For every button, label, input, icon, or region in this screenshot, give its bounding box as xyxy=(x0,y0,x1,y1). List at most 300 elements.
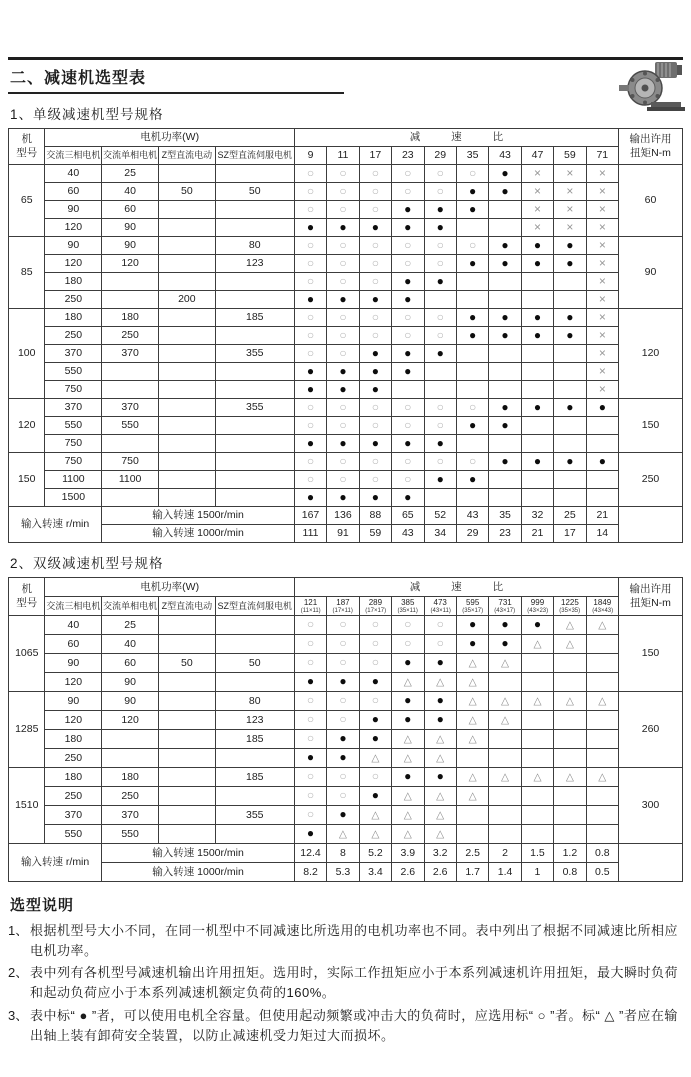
open-circle-mark: ○ xyxy=(327,183,359,201)
full-circle-mark: ● xyxy=(521,399,553,417)
table-row xyxy=(9,806,683,825)
open-circle-mark: ○ xyxy=(392,417,424,435)
speed-value-cell: 2.6 xyxy=(392,863,424,882)
triangle-mark: △ xyxy=(392,673,424,692)
open-circle-mark: ○ xyxy=(424,309,456,327)
power-column-header: Z型直流电动 xyxy=(158,147,215,165)
power-value-cell xyxy=(158,363,215,381)
table-row xyxy=(9,345,683,363)
open-circle-mark: ○ xyxy=(327,201,359,219)
speed-row-label: 输入转速 1000r/min xyxy=(102,525,295,543)
power-value-cell xyxy=(102,291,159,309)
empty-mark xyxy=(586,806,618,825)
triangle-mark: △ xyxy=(424,825,456,844)
empty-mark xyxy=(586,654,618,673)
open-circle-mark: ○ xyxy=(327,417,359,435)
power-value-cell xyxy=(215,219,294,237)
power-value-cell xyxy=(158,749,215,768)
table-row xyxy=(9,435,683,453)
empty-mark xyxy=(424,363,456,381)
power-value-cell: 185 xyxy=(215,730,294,749)
table-row xyxy=(9,616,683,635)
full-circle-mark: ● xyxy=(424,471,456,489)
full-circle-mark: ● xyxy=(424,768,456,787)
cross-mark: × xyxy=(554,165,586,183)
table-row xyxy=(9,489,683,507)
table-row xyxy=(9,730,683,749)
open-circle-mark: ○ xyxy=(359,183,391,201)
triangle-mark: △ xyxy=(456,787,488,806)
cross-mark: × xyxy=(586,345,618,363)
empty-mark xyxy=(521,381,553,399)
triangle-mark: △ xyxy=(489,692,521,711)
empty-mark xyxy=(456,345,488,363)
open-circle-mark: ○ xyxy=(327,635,359,654)
empty-mark xyxy=(586,435,618,453)
empty-mark xyxy=(424,381,456,399)
empty-mark xyxy=(521,806,553,825)
power-value-cell: 355 xyxy=(215,399,294,417)
power-column-header: Z型直流电动 xyxy=(158,597,215,616)
open-circle-mark: ○ xyxy=(392,327,424,345)
empty-mark xyxy=(521,673,553,692)
full-circle-mark: ● xyxy=(489,453,521,471)
full-circle-mark: ● xyxy=(456,201,488,219)
open-circle-mark: ○ xyxy=(359,471,391,489)
table-row xyxy=(9,273,683,291)
open-circle-mark: ○ xyxy=(294,806,326,825)
open-circle-mark: ○ xyxy=(359,417,391,435)
power-value-cell: 50 xyxy=(158,183,215,201)
note-number: 3、 xyxy=(8,1007,29,1023)
empty-mark xyxy=(554,489,586,507)
power-value-cell: 180 xyxy=(45,730,102,749)
power-value-cell: 90 xyxy=(102,237,159,255)
empty-mark xyxy=(456,291,488,309)
empty-mark xyxy=(586,787,618,806)
power-value-cell: 40 xyxy=(45,165,102,183)
empty-mark xyxy=(489,345,521,363)
open-circle-mark: ○ xyxy=(327,399,359,417)
open-circle-mark: ○ xyxy=(294,327,326,345)
power-value-cell: 40 xyxy=(102,183,159,201)
empty-mark xyxy=(521,787,553,806)
power-value-cell xyxy=(158,616,215,635)
power-value-cell: 200 xyxy=(158,291,215,309)
open-circle-mark: ○ xyxy=(294,635,326,654)
table-row xyxy=(9,165,683,183)
ratio-column-header: 29 xyxy=(424,147,456,165)
empty-mark xyxy=(554,273,586,291)
power-value-cell: 120 xyxy=(102,711,159,730)
model-cell: 85 xyxy=(9,237,45,309)
torque-cell: 90 xyxy=(619,237,683,309)
cross-mark: × xyxy=(586,237,618,255)
open-circle-mark: ○ xyxy=(327,768,359,787)
full-circle-mark: ● xyxy=(392,363,424,381)
note-number: 1、 xyxy=(8,923,29,938)
section-title: 二、减速机选型表 xyxy=(8,60,344,94)
empty-mark xyxy=(554,749,586,768)
full-circle-mark: ● xyxy=(521,616,553,635)
power-value-cell: 120 xyxy=(45,255,102,273)
table-row xyxy=(9,363,683,381)
full-circle-mark: ● xyxy=(294,749,326,768)
speed-value-cell: 32 xyxy=(521,507,553,525)
cross-mark: × xyxy=(586,165,618,183)
open-circle-mark: ○ xyxy=(327,327,359,345)
open-circle-mark: ○ xyxy=(294,711,326,730)
open-circle-mark: ○ xyxy=(359,654,391,673)
empty-mark xyxy=(554,730,586,749)
cross-mark: × xyxy=(586,201,618,219)
table-row xyxy=(9,219,683,237)
power-value-cell xyxy=(158,201,215,219)
empty-mark xyxy=(521,654,553,673)
full-circle-mark: ● xyxy=(586,399,618,417)
full-circle-mark: ● xyxy=(294,291,326,309)
empty-mark xyxy=(521,730,553,749)
power-value-cell: 120 xyxy=(45,711,102,730)
speed-value-cell: 21 xyxy=(521,525,553,543)
power-value-cell: 60 xyxy=(102,201,159,219)
torque-cell: 150 xyxy=(619,616,683,692)
power-value-cell xyxy=(158,273,215,291)
empty-mark xyxy=(554,435,586,453)
full-circle-mark: ● xyxy=(456,309,488,327)
power-value-cell xyxy=(215,489,294,507)
speed-value-cell: 2.5 xyxy=(456,844,488,863)
open-circle-mark: ○ xyxy=(294,237,326,255)
power-value-cell: 40 xyxy=(45,616,102,635)
empty-mark xyxy=(489,806,521,825)
full-circle-mark: ● xyxy=(424,201,456,219)
speed-value-cell: 0.8 xyxy=(586,844,618,863)
power-value-cell: 250 xyxy=(45,327,102,345)
power-value-cell xyxy=(215,201,294,219)
power-value-cell: 550 xyxy=(45,825,102,844)
power-value-cell: 25 xyxy=(102,616,159,635)
cross-mark: × xyxy=(586,291,618,309)
power-value-cell xyxy=(102,273,159,291)
power-group-header: 电机功率(W) xyxy=(45,129,294,147)
power-column-header: SZ型直流伺服电机 xyxy=(215,147,294,165)
full-circle-mark: ● xyxy=(489,417,521,435)
notes-list xyxy=(8,921,683,1046)
power-value-cell: 180 xyxy=(45,768,102,787)
full-circle-mark: ● xyxy=(294,435,326,453)
power-value-cell xyxy=(215,363,294,381)
full-circle-mark: ● xyxy=(424,435,456,453)
open-circle-mark: ○ xyxy=(327,165,359,183)
full-circle-mark: ● xyxy=(392,768,424,787)
power-value-cell: 90 xyxy=(45,237,102,255)
empty-mark xyxy=(521,417,553,435)
empty-mark xyxy=(456,806,488,825)
cross-mark: × xyxy=(554,201,586,219)
power-value-cell: 1500 xyxy=(45,489,102,507)
model-column-header: 机 型号 xyxy=(9,578,45,616)
gearmotor-photo xyxy=(611,60,685,112)
power-value-cell xyxy=(158,237,215,255)
triangle-mark: △ xyxy=(554,692,586,711)
power-value-cell xyxy=(215,291,294,309)
full-circle-mark: ● xyxy=(489,327,521,345)
speed-value-cell: 136 xyxy=(327,507,359,525)
full-circle-mark: ● xyxy=(294,381,326,399)
power-column-header: 交流三相电机 xyxy=(45,147,102,165)
full-circle-mark: ● xyxy=(424,654,456,673)
power-value-cell xyxy=(158,768,215,787)
open-circle-mark: ○ xyxy=(327,616,359,635)
open-circle-mark: ○ xyxy=(456,399,488,417)
power-value-cell xyxy=(158,806,215,825)
triangle-mark: △ xyxy=(392,730,424,749)
power-value-cell xyxy=(102,489,159,507)
triangle-mark: △ xyxy=(424,730,456,749)
open-circle-mark: ○ xyxy=(359,201,391,219)
empty-mark xyxy=(554,345,586,363)
table-row xyxy=(9,309,683,327)
power-value-cell: 750 xyxy=(45,381,102,399)
empty-mark xyxy=(554,417,586,435)
empty-mark xyxy=(456,825,488,844)
triangle-mark: △ xyxy=(521,635,553,654)
power-value-cell xyxy=(215,787,294,806)
power-value-cell xyxy=(158,417,215,435)
open-circle-mark: ○ xyxy=(294,787,326,806)
power-value-cell: 250 xyxy=(102,327,159,345)
open-circle-mark: ○ xyxy=(294,201,326,219)
empty-mark xyxy=(554,291,586,309)
power-value-cell xyxy=(158,787,215,806)
open-circle-mark: ○ xyxy=(392,453,424,471)
empty-mark xyxy=(521,435,553,453)
power-value-cell xyxy=(158,165,215,183)
power-value-cell: 90 xyxy=(102,219,159,237)
speed-value-cell: 1.2 xyxy=(554,844,586,863)
open-circle-mark: ○ xyxy=(424,237,456,255)
open-circle-mark: ○ xyxy=(327,453,359,471)
ratio-column-header: 59 xyxy=(554,147,586,165)
power-value-cell: 60 xyxy=(45,635,102,654)
power-value-cell: 250 xyxy=(45,787,102,806)
power-value-cell xyxy=(215,749,294,768)
open-circle-mark: ○ xyxy=(359,616,391,635)
speed-row-label: 输入转速 1500r/min xyxy=(102,507,295,525)
speed-value-cell: 65 xyxy=(392,507,424,525)
open-circle-mark: ○ xyxy=(424,417,456,435)
open-circle-mark: ○ xyxy=(327,237,359,255)
ratio-column-header: 187 (17×11) xyxy=(327,597,359,616)
power-value-cell: 90 xyxy=(45,692,102,711)
open-circle-mark: ○ xyxy=(327,692,359,711)
empty-mark xyxy=(586,635,618,654)
open-circle-mark: ○ xyxy=(294,730,326,749)
full-circle-mark: ● xyxy=(294,673,326,692)
full-circle-mark: ● xyxy=(424,692,456,711)
power-value-cell xyxy=(102,730,159,749)
full-circle-mark: ● xyxy=(359,730,391,749)
table-row xyxy=(9,825,683,844)
empty-mark xyxy=(554,806,586,825)
open-circle-mark: ○ xyxy=(294,692,326,711)
full-circle-mark: ● xyxy=(489,616,521,635)
ratio-column-header: 71 xyxy=(586,147,618,165)
table-row xyxy=(9,417,683,435)
full-circle-mark: ● xyxy=(294,825,326,844)
torque-cell: 260 xyxy=(619,692,683,768)
power-value-cell xyxy=(102,749,159,768)
torque-cell: 150 xyxy=(619,399,683,453)
power-value-cell: 550 xyxy=(45,363,102,381)
speed-value-cell: 0.5 xyxy=(586,863,618,882)
full-circle-mark: ● xyxy=(521,255,553,273)
power-column-header: 交流单相电机 xyxy=(102,597,159,616)
power-value-cell xyxy=(158,381,215,399)
torque-column-header: 输出许用 扭矩N-m xyxy=(619,578,683,616)
open-circle-mark: ○ xyxy=(392,237,424,255)
full-circle-mark: ● xyxy=(327,291,359,309)
model-cell: 1285 xyxy=(9,692,45,768)
ratio-group-header: 减 速 比 xyxy=(294,578,618,597)
ratio-column-header: 23 xyxy=(392,147,424,165)
empty-mark xyxy=(489,489,521,507)
full-circle-mark: ● xyxy=(554,255,586,273)
double-stage-table xyxy=(8,577,683,882)
empty-mark xyxy=(521,291,553,309)
power-value-cell: 750 xyxy=(45,435,102,453)
table-row xyxy=(9,654,683,673)
table-row xyxy=(9,787,683,806)
model-cell: 1510 xyxy=(9,768,45,844)
model-column-header: 机 型号 xyxy=(9,129,45,165)
empty-mark xyxy=(554,654,586,673)
triangle-mark: △ xyxy=(554,768,586,787)
empty-mark xyxy=(456,219,488,237)
empty-mark xyxy=(521,489,553,507)
full-circle-mark: ● xyxy=(359,291,391,309)
power-value-cell xyxy=(215,435,294,453)
triangle-mark: △ xyxy=(456,711,488,730)
full-circle-mark: ● xyxy=(456,255,488,273)
power-value-cell xyxy=(215,825,294,844)
power-column-header: 交流单相电机 xyxy=(102,147,159,165)
speed-value-cell: 35 xyxy=(489,507,521,525)
power-value-cell: 123 xyxy=(215,255,294,273)
speed-value-cell: 43 xyxy=(456,507,488,525)
empty-mark xyxy=(586,471,618,489)
open-circle-mark: ○ xyxy=(294,399,326,417)
empty-mark xyxy=(456,363,488,381)
empty-mark xyxy=(489,749,521,768)
power-value-cell: 80 xyxy=(215,692,294,711)
open-circle-mark: ○ xyxy=(327,309,359,327)
full-circle-mark: ● xyxy=(489,237,521,255)
power-column-header: 交流三相电机 xyxy=(45,597,102,616)
triangle-mark: △ xyxy=(456,768,488,787)
open-circle-mark: ○ xyxy=(359,255,391,273)
open-circle-mark: ○ xyxy=(359,635,391,654)
speed-value-cell: 17 xyxy=(554,525,586,543)
speed-row-label: 输入转速 1000r/min xyxy=(102,863,295,882)
speed-row xyxy=(9,507,683,525)
full-circle-mark: ● xyxy=(327,435,359,453)
full-circle-mark: ● xyxy=(392,435,424,453)
input-speed-label: 输入转速 r/min xyxy=(9,844,102,882)
empty-mark xyxy=(489,363,521,381)
full-circle-mark: ● xyxy=(327,363,359,381)
speed-value-cell: 1.4 xyxy=(489,863,521,882)
power-value-cell: 123 xyxy=(215,711,294,730)
ratio-column-header: 1849 (43×43) xyxy=(586,597,618,616)
empty-mark xyxy=(521,471,553,489)
speed-value-cell: 167 xyxy=(294,507,326,525)
cross-mark: × xyxy=(521,165,553,183)
speed-row-label: 输入转速 1500r/min xyxy=(102,844,295,863)
empty-mark xyxy=(554,363,586,381)
model-cell: 100 xyxy=(9,309,45,399)
note-text: 表中列有各机型号减速机输出许用扭矩。选用时，实际工作扭矩应小于本系列减速机许用扭矩，最大瞬时负荷和起动负荷应小于本系列减速机额定负荷的160%。 xyxy=(30,965,679,1001)
triangle-mark: △ xyxy=(424,806,456,825)
power-value-cell: 750 xyxy=(45,453,102,471)
ratio-column-header: 1225 (35×35) xyxy=(554,597,586,616)
open-circle-mark: ○ xyxy=(294,453,326,471)
power-value-cell: 370 xyxy=(45,806,102,825)
power-value-cell: 40 xyxy=(102,635,159,654)
triangle-mark: △ xyxy=(359,749,391,768)
triangle-mark: △ xyxy=(392,825,424,844)
open-circle-mark: ○ xyxy=(424,399,456,417)
full-circle-mark: ● xyxy=(489,309,521,327)
triangle-mark: △ xyxy=(586,692,618,711)
triangle-mark: △ xyxy=(392,787,424,806)
empty-mark xyxy=(456,435,488,453)
ratio-group-header: 减 速 比 xyxy=(294,129,618,147)
full-circle-mark: ● xyxy=(359,219,391,237)
full-circle-mark: ● xyxy=(489,635,521,654)
open-circle-mark: ○ xyxy=(359,165,391,183)
speed-value-cell: 12.4 xyxy=(294,844,326,863)
full-circle-mark: ● xyxy=(327,730,359,749)
empty-mark xyxy=(554,711,586,730)
power-value-cell: 1100 xyxy=(102,471,159,489)
table-row xyxy=(9,237,683,255)
power-value-cell: 120 xyxy=(45,673,102,692)
empty-mark xyxy=(586,711,618,730)
full-circle-mark: ● xyxy=(359,435,391,453)
empty-mark xyxy=(489,291,521,309)
power-value-cell: 250 xyxy=(45,749,102,768)
table-row xyxy=(9,183,683,201)
empty-mark xyxy=(586,673,618,692)
triangle-mark: △ xyxy=(359,806,391,825)
power-value-cell: 550 xyxy=(102,417,159,435)
open-circle-mark: ○ xyxy=(392,255,424,273)
empty-mark xyxy=(554,381,586,399)
full-circle-mark: ● xyxy=(554,453,586,471)
full-circle-mark: ● xyxy=(359,381,391,399)
empty-mark xyxy=(456,381,488,399)
open-circle-mark: ○ xyxy=(424,453,456,471)
full-circle-mark: ● xyxy=(456,327,488,345)
ratio-column-header: 47 xyxy=(521,147,553,165)
torque-column-header: 输出许用 扭矩N-m xyxy=(619,129,683,165)
torque-cell: 60 xyxy=(619,165,683,237)
table-row xyxy=(9,711,683,730)
table-row xyxy=(9,635,683,654)
power-value-cell: 750 xyxy=(102,453,159,471)
